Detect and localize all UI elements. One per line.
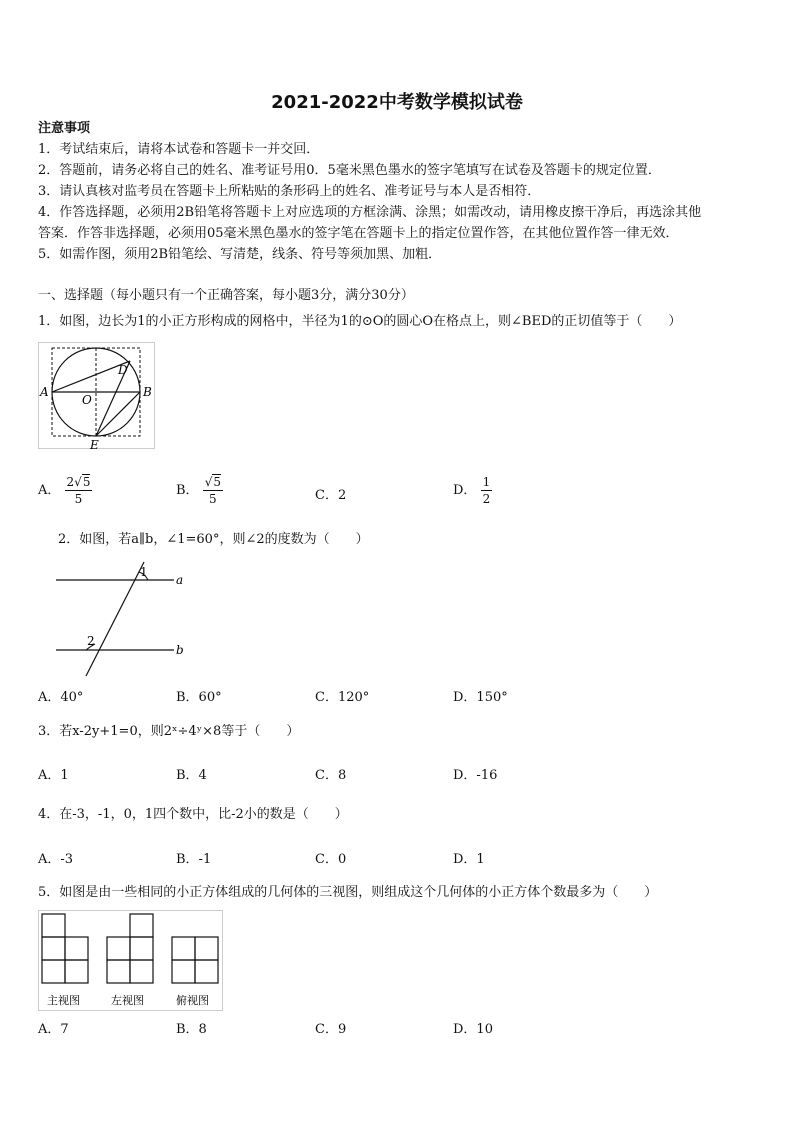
- line-b-label: b: [176, 643, 184, 657]
- notice-item: 5．如需作图，须用2B铅笔绘、写清楚，线条、符号等须加黑、加粗．: [38, 247, 442, 262]
- q4-option-a[interactable]: A．-3: [38, 852, 74, 867]
- option-prefix: A．: [38, 483, 61, 498]
- q4-option-c[interactable]: C．0: [315, 852, 347, 867]
- q1-option-a[interactable]: [38, 474, 92, 507]
- radicand: 5: [213, 475, 221, 489]
- q3-option-a[interactable]: A．1: [38, 768, 69, 783]
- top-view: [172, 937, 218, 983]
- denominator: 2: [482, 492, 491, 506]
- notice-heading: 注意事项: [38, 121, 91, 136]
- numerator: 1: [482, 475, 491, 489]
- option-prefix: D．: [453, 483, 477, 498]
- q2-option-b[interactable]: B．60°: [176, 690, 222, 705]
- question-4-text: 4．在-3，-1，0，1四个数中，比-2小的数是（ ）: [38, 807, 348, 822]
- q2-option-d[interactable]: D．150°: [453, 690, 508, 705]
- label-b: B: [143, 385, 152, 399]
- q1-option-b[interactable]: [176, 474, 223, 507]
- question-5-figure: [38, 910, 224, 1012]
- q3-option-d[interactable]: D．-16: [453, 768, 498, 783]
- q4-option-b[interactable]: B．-1: [176, 852, 212, 867]
- root-icon: √: [74, 475, 82, 489]
- fraction: [203, 474, 223, 507]
- q5-option-d[interactable]: D．10: [453, 1022, 493, 1037]
- label-d: D: [118, 363, 128, 377]
- q4-option-d[interactable]: D．1: [453, 852, 485, 867]
- root-icon: √: [204, 475, 213, 489]
- line-a-label: a: [176, 573, 184, 587]
- section-heading: 一、选择题（每小题只有一个正确答案，每小题3分，满分30分）: [38, 288, 414, 303]
- radicand: 5: [82, 475, 91, 489]
- notice-item: 4．作答选择题，必须用2B铅笔将答题卡上对应选项的方框涂满、涂黑；如需改动，请用橡皮擦干净后，再选涂其他: [38, 205, 702, 220]
- question-1-figure: [38, 342, 158, 454]
- notice-item: 3．请认真核对监考员在答题卡上所粘贴的条形码上的姓名、准考证号与本人是否相符．: [38, 184, 541, 199]
- notice-item: 1．考试结束后，请将本试卷和答题卡一并交回．: [38, 142, 320, 157]
- question-5-text: 5．如图是由一些相同的小正方体组成的几何体的三视图，则组成这个几何体的小正方体个数最多为（ ）: [38, 885, 658, 900]
- denominator: 5: [74, 492, 83, 506]
- question-3-text: 3．若x-2y+1=0，则2ˣ÷4ʸ×8等于（ ）: [38, 724, 300, 739]
- front-view: [42, 914, 88, 983]
- label-e: E: [90, 438, 99, 452]
- notice-item: 2．答题前，请务必将自己的姓名、准考证号用0．5毫米黑色墨水的签字笔填写在试卷及答题卡的规定位置．: [38, 163, 661, 178]
- view-label: 主视图: [47, 994, 80, 1007]
- question-2-figure: [52, 560, 188, 678]
- q1-option-c[interactable]: C．2: [315, 488, 347, 503]
- q5-option-a[interactable]: A．7: [38, 1022, 69, 1037]
- question-2-text: 2．如图，若a∥b，∠1=60°，则∠2的度数为（ ）: [58, 532, 369, 547]
- view-label: 俯视图: [176, 994, 209, 1007]
- fraction: [481, 474, 493, 507]
- angle-1-label: 1: [140, 565, 148, 579]
- question-1-text: 1．如图，边长为1的小正方形构成的网格中，半径为1的⊙O的圆心O在格点上，则∠BED的正切值等于（ ）: [38, 314, 682, 329]
- option-prefix: B．: [176, 483, 199, 498]
- q2-option-c[interactable]: C．120°: [315, 690, 370, 705]
- fraction: [65, 474, 93, 507]
- q5-option-b[interactable]: B．8: [176, 1022, 207, 1037]
- view-label: 左视图: [111, 994, 144, 1007]
- left-view: [107, 914, 153, 983]
- label-a: A: [40, 385, 49, 399]
- denominator: 5: [209, 492, 217, 506]
- q5-option-c[interactable]: C．9: [315, 1022, 347, 1037]
- coef: 2: [66, 475, 75, 489]
- q3-option-b[interactable]: B．4: [176, 768, 207, 783]
- q1-option-d[interactable]: [453, 474, 492, 507]
- page-title: 2021-2022中考数学模拟试卷: [271, 92, 523, 113]
- q3-option-c[interactable]: C．8: [315, 768, 347, 783]
- angle-2-label: 2: [87, 634, 95, 648]
- notice-item: 答案．作答非选择题，必须用05毫米黑色墨水的签字笔在答题卡上的指定位置作答，在其他位置作答一律无效．: [38, 226, 679, 241]
- label-o: O: [82, 393, 92, 407]
- q2-option-a[interactable]: A．40°: [38, 690, 84, 705]
